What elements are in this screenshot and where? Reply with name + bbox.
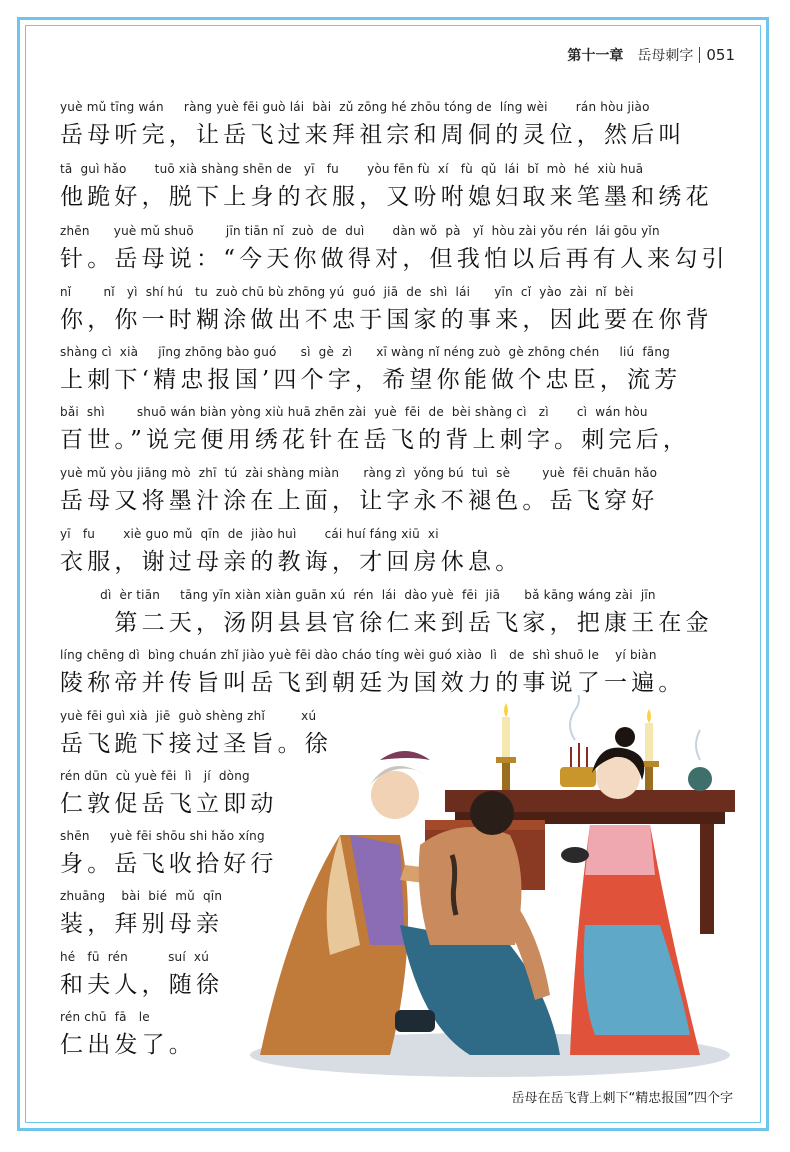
page-header [567,45,735,65]
header-divider [699,47,700,63]
pinyin-line: bǎi shì shuō wán biàn yòng xiù huā zhēn zài yuè fēi de bèi shàng cì zì cì wán hòu [60,405,648,419]
hanzi-line: 岳飞跪下接过圣旨。徐 [60,731,332,757]
hanzi-line: 岳母又将墨汁涂在上面，让字永不褪色。岳飞穿好 [60,488,659,514]
hanzi-line: 身。岳飞收拾好行 [60,851,278,877]
pinyin-line: rén chū fā le [60,1010,150,1024]
pinyin-line: dì èr tiān tāng yīn xiàn xiàn guān xú rén lái dào yuè fēi jiā bǎ kāng wáng zài jīn [60,588,656,602]
pinyin-line: shēn yuè fēi shōu shi hǎo xíng [60,829,265,843]
page-number: 051 [706,46,735,64]
candle-left [496,703,516,790]
pinyin-line: rén dūn cù yuè fēi lì jí dòng [60,769,250,783]
pinyin-line: yuè mǔ tīng wán ràng yuè fēi guò lái bài zǔ zōng hé zhōu tóng de líng wèi rán hòu jiào [60,100,650,114]
hanzi-line: 仁敦促岳飞立即动 [60,791,278,817]
incense-burner [560,695,596,787]
hanzi-line: 百世。”说完便用绣花针在岳飞的背上刺字。刺完后， [60,427,691,453]
pinyin-line: shàng cì xià jīng zhōng bào guó sì gè zì xī wàng nǐ néng zuò gè zhōng chén liú fāng [60,345,670,359]
pinyin-line: hé fū rén suí xú [60,950,210,964]
pinyin-line: yuè fēi guì xià jiē guò shèng zhǐ xú [60,709,317,723]
hanzi-line: 衣服，谢过母亲的教诲，才回房休息。 [60,549,523,575]
pinyin-line: tā guì hǎo tuō xià shàng shēn de yī fu yòu fēn fù xí fù qǔ lái bǐ mò hé xiù huā [60,162,644,176]
illustration-tattoo-scene [230,695,750,1080]
hanzi-line: 上刺下‘精忠报国’四个字，希望你能做个忠臣，流芳 [60,367,682,393]
hanzi-line: 针。岳母说：“今天你做得对，但我怕以后再有人来勾引 [60,246,729,272]
hanzi-line: 岳母听完，让岳飞过来拜祖宗和周侗的灵位，然后叫 [60,122,686,148]
pinyin-line: yī fu xiè guo mǔ qīn de jiào huì cái huí fáng xiū xi [60,527,439,541]
pinyin-line: líng chēng dì bìng chuán zhǐ jiào yuè fēi dào cháo tíng wèi guó xiào lì de shì shuō le yí biàn [60,648,657,662]
chapter-label: 第十一章 [567,48,624,64]
bronze-vessel [688,730,712,791]
chapter-title: 岳母刺字 [637,48,694,64]
pinyin-line: zhēn yuè mǔ shuō jīn tiān nǐ zuò de duì dàn wǒ pà yǐ hòu zài yǒu rén lái gōu yǐn [60,224,660,238]
pinyin-line: nǐ nǐ yì shí hú tu zuò chū bù zhōng yú guó jiā de shì lái yīn cǐ yào zài nǐ bèi [60,285,634,299]
hanzi-line: 仁出发了。 [60,1032,196,1058]
hanzi-line: 和夫人，随徐 [60,972,224,998]
hanzi-line: 第二天，汤阴县县官徐仁来到岳飞家，把康王在金 [60,610,713,636]
hanzi-line: 装，拜别母亲 [60,911,224,937]
hanzi-line: 他跪好，脱下上身的衣服，又吩咐媳妇取来笔墨和绣花 [60,184,713,210]
illustration-caption: 岳母在岳飞背上刺下“精忠报国”四个字 [511,1091,733,1106]
hanzi-line: 陵称帝并传旨叫岳飞到朝廷为国效力的事说了一遍。 [60,670,686,696]
pinyin-line: zhuāng bài bié mǔ qīn [60,889,223,903]
pinyin-line: yuè mǔ yòu jiāng mò zhī tú zài shàng miàn ràng zì yǒng bú tuì sè yuè fēi chuān hǎo [60,466,658,480]
hanzi-line: 你，你一时糊涂做出不忠于国家的事来，因此要在你背 [60,307,713,333]
figure-mother [260,751,445,1055]
